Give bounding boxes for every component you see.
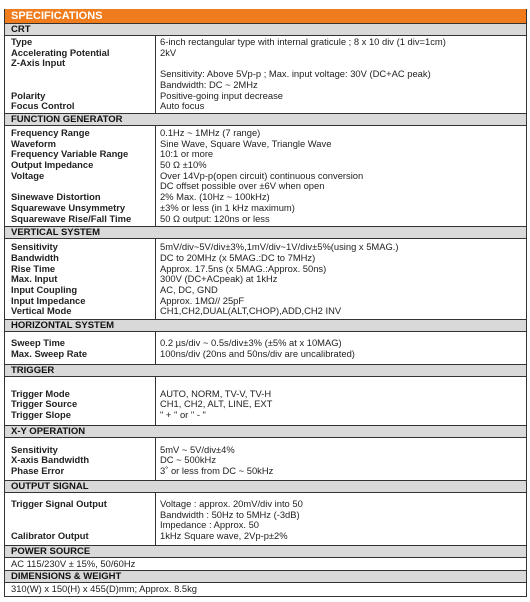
- spec-label: Trigger Source: [11, 399, 78, 410]
- spec-row: [5, 499, 526, 510]
- spec-row: [5, 214, 526, 225]
- spec-row: [5, 48, 526, 59]
- spec-label: Voltage: [11, 170, 45, 181]
- spec-value: 50 Ω ±10%: [160, 159, 207, 171]
- section-body-x-y-operation: [5, 438, 526, 480]
- spec-value: Bandwidth: DC ~ 2MHz: [160, 78, 258, 90]
- spec-row: [5, 69, 526, 80]
- spec-row: [5, 203, 526, 214]
- spec-value: Positive-going input decrease: [160, 89, 283, 101]
- spec-value: AUTO, NORM, TV-V, TV-H: [160, 387, 272, 399]
- spec-label: Sensitivity: [11, 242, 58, 253]
- spec-value: DC offset possible over ±6V when open: [160, 180, 325, 192]
- spec-label: Type: [11, 37, 33, 47]
- spec-value: Impedance : Approx. 50: [160, 519, 260, 531]
- spec-label: Input Coupling: [11, 285, 78, 296]
- spec-label: Bandwidth: [11, 252, 59, 263]
- spec-label: Sensitivity: [11, 444, 58, 455]
- spec-value: Bandwidth : 50Hz to 5MHz (-3dB): [160, 508, 300, 520]
- spec-sections: [5, 23, 526, 545]
- spec-label: Trigger Signal Output: [11, 498, 107, 509]
- spec-value: DC ~ 500kHz: [160, 454, 217, 466]
- spec-label: Waveform: [11, 138, 56, 149]
- section-body-trigger: [5, 377, 526, 425]
- spec-value: 0.1Hz ~ 1MHz (7 range): [160, 126, 261, 138]
- spec-value: CH1, CH2, ALT, LINE, EXT: [160, 398, 273, 410]
- spec-row: [5, 274, 526, 285]
- spec-label: Accelerating Potential: [11, 47, 110, 58]
- spec-value: " + " or " - ": [160, 408, 206, 420]
- section-header-crt: CRT: [5, 23, 526, 36]
- spec-value: 3˚ or less from DC ~ 50kHz: [160, 465, 274, 477]
- spec-row: [5, 445, 526, 456]
- spec-value: 5mV ~ 5V/div±4%: [160, 443, 235, 455]
- spec-label: [5, 510, 155, 521]
- spec-label: Calibrator Output: [11, 530, 89, 541]
- spec-value: Approx. 17.5ns (x 5MAG.:Approx. 50ns): [160, 262, 327, 274]
- section-header-trigger: TRIGGER: [5, 364, 526, 377]
- section-header-dimensions: DIMENSIONS & WEIGHT: [5, 570, 526, 583]
- section-body-function-generator: [5, 126, 526, 226]
- spec-value: Sine Wave, Square Wave, Triangle Wave: [160, 137, 332, 149]
- dimensions-value: 310(W) x 150(H) x 455(D)mm; Approx. 8.5kg: [11, 583, 197, 595]
- spec-value: 6-inch rectangular type with internal graticule ; 8 x 10 div (1 div=1cm): [160, 36, 446, 47]
- spec-value: Auto focus: [160, 100, 205, 112]
- section-header-vertical-system: VERTICAL SYSTEM: [5, 226, 526, 239]
- spec-label: Sweep Time: [11, 338, 66, 349]
- spec-label: [5, 181, 155, 192]
- spec-sheet: [4, 9, 527, 597]
- spec-row: [5, 101, 526, 112]
- spec-value: 50 Ω output: 120ns or less: [160, 212, 270, 224]
- spec-label: [5, 69, 155, 80]
- spec-value: CH1,CH2,DUAL(ALT,CHOP),ADD,CH2 INV: [160, 305, 342, 317]
- spec-label: [5, 520, 155, 531]
- spec-row: [5, 285, 526, 296]
- spec-label: Phase Error: [11, 466, 65, 477]
- section-header-function-generator: FUNCTION GENERATOR: [5, 113, 526, 126]
- spec-value: Voltage : approx. 20mV/div into 50: [160, 497, 303, 509]
- spec-value: Over 14Vp-p(open circuit) continuous conversion: [160, 169, 364, 181]
- spec-value: AC, DC, GND: [160, 284, 218, 296]
- spec-label: Focus Control: [11, 101, 75, 112]
- section-body-vertical-system: [5, 239, 526, 319]
- spec-label: Z-Axis Input: [11, 58, 66, 69]
- spec-label: Trigger Slope: [11, 409, 71, 420]
- spec-label: Max. Sweep Rate: [11, 348, 88, 359]
- spec-value: 1kHz Square wave, 2Vp-p±2%: [160, 529, 288, 541]
- section-header-horizontal-system: HORIZONTAL SYSTEM: [5, 319, 526, 332]
- spec-value: DC to 20MHz (x 5MAG.:DC to 7MHz): [160, 251, 316, 263]
- spec-label: X-axis Bandwidth: [11, 455, 90, 466]
- section-body-horizontal-system: [5, 332, 526, 363]
- spec-value: 5mV/div~5V/div±3%,1mV/div~1V/div±5%(using x 5MAG.): [160, 241, 399, 253]
- spec-value: Sensitivity: Above 5Vp-p ; Max. input voltage: 30V (DC+AC peak): [160, 68, 431, 80]
- section-body-crt: [5, 36, 526, 113]
- spec-label: Output Impedance: [11, 160, 94, 171]
- spec-value: 2% Max. (10Hz ~ 100kHz): [160, 191, 270, 203]
- section-body-output-signal: [5, 493, 526, 545]
- spec-value: 0.2 µs/div ~ 0.5s/div±3% (±5% at x 10MAG): [160, 337, 342, 349]
- spec-row: [5, 410, 526, 421]
- spec-row: [5, 306, 526, 317]
- spec-row: [5, 91, 526, 102]
- spec-row: [5, 399, 526, 410]
- spec-row: [5, 466, 526, 477]
- spec-value: 300V (DC+ACpeak) at 1kHz: [160, 273, 278, 285]
- spec-label: Vertical Mode: [11, 306, 72, 317]
- spec-row: [5, 349, 526, 360]
- spec-label: Max. Input: [11, 274, 58, 285]
- spec-row: [5, 139, 526, 150]
- spec-row: [5, 510, 526, 521]
- spec-label: Input Impedance: [11, 295, 86, 306]
- spec-row: [5, 149, 526, 160]
- spec-value: 2kV: [160, 46, 177, 58]
- spec-label: Frequency Range: [11, 127, 90, 138]
- spec-row: [5, 531, 526, 542]
- power-source-value: AC 115/230V ± 15%, 50/60Hz: [11, 557, 136, 569]
- spec-value: 10:1 or more: [160, 148, 214, 160]
- spec-label: Sinewave Distortion: [11, 192, 101, 203]
- spec-value: Approx. 1MΩ// 25pF: [160, 294, 245, 306]
- spec-row: [5, 37, 526, 48]
- spec-row: [5, 80, 526, 91]
- spec-label: Trigger Mode: [11, 388, 70, 399]
- spec-value: ±3% or less (in 1 kHz maximum): [160, 201, 295, 213]
- spec-label: Rise Time: [11, 263, 56, 274]
- spec-label: Polarity: [11, 90, 46, 101]
- spec-title: SPECIFICATIONS: [5, 9, 526, 23]
- section-header-x-y-operation: X-Y OPERATION: [5, 425, 526, 438]
- spec-label: Squarewave Rise/Fall Time: [11, 213, 132, 224]
- section-header-output-signal: OUTPUT SIGNAL: [5, 480, 526, 493]
- spec-label: [5, 80, 155, 91]
- section-header-power-source: POWER SOURCE: [5, 545, 526, 558]
- spec-label: Frequency Variable Range: [11, 149, 129, 160]
- spec-value: 100ns/div (20ns and 50ns/div are uncalibrated): [160, 347, 355, 359]
- spec-label: Squarewave Unsymmetry: [11, 202, 126, 213]
